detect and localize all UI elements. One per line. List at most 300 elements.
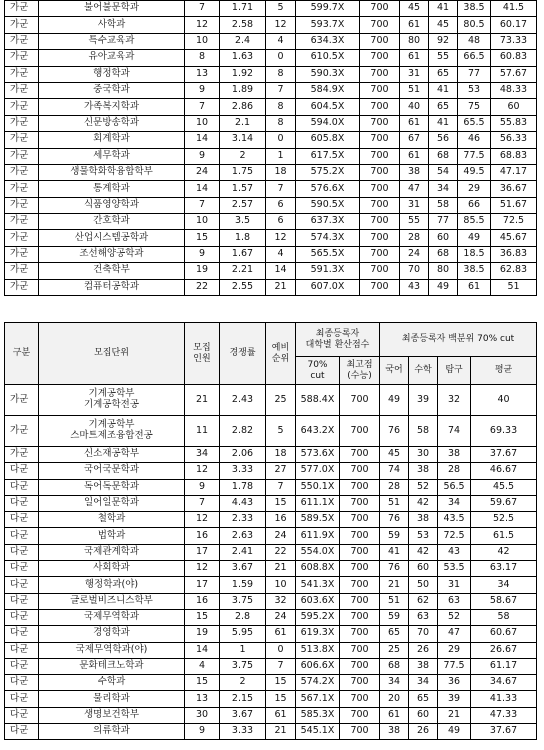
cell-competition: 3.33 [220, 463, 266, 479]
cell-competition: 2.8 [220, 609, 266, 625]
cell-max: 700 [360, 230, 400, 246]
cell-korean: 61 [400, 17, 429, 33]
cell-quota: 13 [185, 691, 220, 707]
cell-competition: 2.4 [220, 33, 266, 49]
cell-score: 575.2X [296, 164, 360, 180]
cell-unit: 컴퓨터공학과 [39, 279, 185, 295]
cell-max: 700 [340, 658, 380, 674]
cell-inquiry: 43 [438, 544, 471, 560]
table-row [5, 675, 537, 691]
cell-quota: 21 [185, 385, 220, 416]
cell-reserve: 32 [266, 593, 296, 609]
cell-competition: 2.82 [220, 416, 266, 447]
header-korean: 국어 [380, 357, 409, 385]
cell-inquiry: 72.5 [438, 528, 471, 544]
cell-competition: 2.57 [220, 197, 266, 213]
cell-math: 63 [409, 609, 438, 625]
cell-unit: 사회학과 [39, 561, 185, 577]
cell-unit: 세무학과 [39, 148, 185, 164]
cell-korean: 51 [380, 593, 409, 609]
cell-math: 60 [409, 561, 438, 577]
cell-score: 585.3X [296, 707, 340, 723]
cell-max: 700 [340, 707, 380, 723]
cell-math: 60 [429, 230, 458, 246]
cell-korean: 38 [380, 724, 409, 740]
cell-inquiry: 21 [438, 707, 471, 723]
cell-quota: 22 [185, 279, 220, 295]
cell-inquiry: 48 [458, 33, 491, 49]
cell-quota: 10 [185, 214, 220, 230]
table-row [5, 279, 537, 295]
cell-quota: 12 [185, 561, 220, 577]
cell-reserve: 0 [266, 50, 296, 66]
cell-quota: 15 [185, 609, 220, 625]
cell-score: 567.1X [296, 691, 340, 707]
cell-average: 45.67 [491, 230, 537, 246]
cell-competition: 3.33 [220, 724, 266, 740]
cell-max: 700 [360, 197, 400, 213]
cell-korean: 61 [400, 115, 429, 131]
table-row [5, 230, 537, 246]
cell-korean: 76 [380, 512, 409, 528]
table-row [5, 642, 537, 658]
cell-unit: 국제무역학과(야) [39, 642, 185, 658]
cell-group: 다군 [5, 479, 39, 495]
cell-group: 다군 [5, 528, 39, 544]
cell-korean: 61 [400, 148, 429, 164]
cell-korean: 31 [400, 66, 429, 82]
cell-group: 가군 [5, 181, 39, 197]
cell-group: 가군 [5, 279, 39, 295]
cell-competition: 2.06 [220, 447, 266, 463]
cell-quota: 7 [185, 495, 220, 511]
cell-unit: 신문방송학과 [39, 115, 185, 131]
admission-results-table-top [4, 0, 537, 296]
cell-korean: 47 [400, 181, 429, 197]
cell-quota: 34 [185, 447, 220, 463]
cell-inquiry: 63 [438, 593, 471, 609]
cell-inquiry: 47 [438, 626, 471, 642]
cell-group: 다군 [5, 626, 39, 642]
cell-inquiry: 61 [458, 279, 491, 295]
cell-reserve: 15 [266, 675, 296, 691]
cell-quota: 24 [185, 164, 220, 180]
cell-unit: 신소재공학부 [39, 447, 185, 463]
cell-group: 다군 [5, 658, 39, 674]
table-row [5, 528, 537, 544]
cell-unit: 중국학과 [39, 82, 185, 98]
cell-competition: 1.59 [220, 577, 266, 593]
cell-competition: 2.55 [220, 279, 266, 295]
cell-max: 700 [340, 691, 380, 707]
cell-average: 34 [471, 577, 537, 593]
cell-quota: 14 [185, 181, 220, 197]
cell-max: 700 [360, 33, 400, 49]
cell-inquiry: 75 [458, 99, 491, 115]
cell-average: 62.83 [491, 263, 537, 279]
header-min-score: 최고점 (수능) [340, 357, 380, 385]
cell-math: 80 [429, 263, 458, 279]
cell-quota: 14 [185, 132, 220, 148]
cell-unit: 식품영양학과 [39, 197, 185, 213]
cell-korean: 51 [380, 495, 409, 511]
cell-unit: 생명보건학부 [39, 707, 185, 723]
cell-competition: 1.63 [220, 50, 266, 66]
cell-competition: 3.75 [220, 658, 266, 674]
cell-competition: 1.71 [220, 1, 266, 17]
cell-korean: 40 [400, 99, 429, 115]
cell-quota: 10 [185, 33, 220, 49]
table-row [5, 593, 537, 609]
cell-quota: 17 [185, 577, 220, 593]
cell-score: 610.5X [296, 50, 360, 66]
cell-average: 68.83 [491, 148, 537, 164]
cell-group: 가군 [5, 246, 39, 262]
cell-average: 46.67 [471, 463, 537, 479]
cell-reserve: 7 [266, 181, 296, 197]
cell-score: 574.2X [296, 675, 340, 691]
cell-math: 70 [409, 626, 438, 642]
cell-competition: 1.57 [220, 181, 266, 197]
cell-unit: 불어불문학과 [39, 1, 185, 17]
cell-group: 가군 [5, 1, 39, 17]
cell-math: 65 [429, 66, 458, 82]
cell-reserve: 15 [266, 691, 296, 707]
cell-math: 58 [409, 416, 438, 447]
cell-max: 700 [360, 164, 400, 180]
cell-max: 700 [360, 66, 400, 82]
cell-reserve: 7 [266, 479, 296, 495]
cell-competition: 2.58 [220, 17, 266, 33]
cell-reserve: 5 [266, 1, 296, 17]
cell-inquiry: 77.5 [458, 148, 491, 164]
cell-competition: 2.63 [220, 528, 266, 544]
cell-average: 59.67 [471, 495, 537, 511]
cell-competition: 3.75 [220, 593, 266, 609]
cell-unit: 특수교육과 [39, 33, 185, 49]
cell-group: 다군 [5, 642, 39, 658]
cell-inquiry: 29 [438, 642, 471, 658]
cell-inquiry: 31 [438, 577, 471, 593]
cell-score: 607.0X [296, 279, 360, 295]
cell-quota: 4 [185, 658, 220, 674]
cell-average: 72.5 [491, 214, 537, 230]
cell-competition: 5.95 [220, 626, 266, 642]
cell-inquiry: 18.5 [458, 246, 491, 262]
cell-reserve: 0 [266, 132, 296, 148]
cell-unit: 일어일문학과 [39, 495, 185, 511]
cell-average: 60.83 [491, 50, 537, 66]
cell-inquiry: 77 [458, 66, 491, 82]
cell-competition: 4.43 [220, 495, 266, 511]
table-row [5, 246, 537, 262]
cell-math: 65 [429, 99, 458, 115]
cell-max: 700 [360, 263, 400, 279]
cell-average: 42 [471, 544, 537, 560]
cell-max: 700 [340, 609, 380, 625]
header-group: 구분 [5, 323, 39, 385]
cell-math: 38 [409, 463, 438, 479]
header-quota: 모집 인원 [185, 323, 220, 385]
cell-average: 52.5 [471, 512, 537, 528]
cell-group: 다군 [5, 495, 39, 511]
cell-group: 가군 [5, 99, 39, 115]
cell-inquiry: 80.5 [458, 17, 491, 33]
cell-unit: 문화테크노학과 [39, 658, 185, 674]
cell-math: 39 [409, 385, 438, 416]
cell-score: 574.3X [296, 230, 360, 246]
table-row [5, 416, 537, 447]
table-row [5, 1, 537, 17]
cell-max: 700 [340, 512, 380, 528]
cell-score: 554.0X [296, 544, 340, 560]
cell-reserve: 6 [266, 214, 296, 230]
cell-reserve: 16 [266, 512, 296, 528]
cell-unit: 기계공학부 스마트제조융합전공 [39, 416, 185, 447]
table-row [5, 82, 537, 98]
cell-reserve: 8 [266, 66, 296, 82]
cell-score: 611.9X [296, 528, 340, 544]
cell-inquiry: 43.5 [438, 512, 471, 528]
cell-group: 다군 [5, 544, 39, 560]
cell-average: 63.17 [471, 561, 537, 577]
cell-average: 41.33 [471, 691, 537, 707]
cell-group: 다군 [5, 577, 39, 593]
cell-quota: 14 [185, 642, 220, 658]
cell-korean: 45 [400, 1, 429, 17]
cell-quota: 12 [185, 463, 220, 479]
header-percentile-group: 최종등록자 백분위 70% cut [380, 323, 537, 357]
cell-score: 603.6X [296, 593, 340, 609]
cell-reserve: 14 [266, 263, 296, 279]
cell-max: 700 [340, 416, 380, 447]
cell-score: 588.4X [296, 385, 340, 416]
cell-max: 700 [360, 115, 400, 131]
cell-group: 가군 [5, 115, 39, 131]
cell-group: 가군 [5, 132, 39, 148]
cell-math: 41 [429, 115, 458, 131]
cell-quota: 8 [185, 50, 220, 66]
cell-unit: 물리학과 [39, 691, 185, 707]
cell-score: 605.8X [296, 132, 360, 148]
cell-inquiry: 29 [458, 181, 491, 197]
cell-competition: 1.67 [220, 246, 266, 262]
cell-inquiry: 28 [438, 463, 471, 479]
cell-reserve: 8 [266, 115, 296, 131]
cell-group: 가군 [5, 33, 39, 49]
cell-score: 637.3X [296, 214, 360, 230]
cell-quota: 7 [185, 197, 220, 213]
table-row [5, 658, 537, 674]
table-row [5, 66, 537, 82]
cell-group: 가군 [5, 230, 39, 246]
cell-competition: 2 [220, 148, 266, 164]
cell-score: 606.6X [296, 658, 340, 674]
cell-reserve: 12 [266, 17, 296, 33]
header-math: 수학 [409, 357, 438, 385]
cell-max: 700 [360, 246, 400, 262]
cell-max: 700 [340, 495, 380, 511]
cell-score: 634.3X [296, 33, 360, 49]
cell-korean: 74 [380, 463, 409, 479]
cell-score: 576.6X [296, 181, 360, 197]
cell-unit: 가족복지학과 [39, 99, 185, 115]
cell-reserve: 8 [266, 99, 296, 115]
cell-unit: 건축학부 [39, 263, 185, 279]
table-row [5, 99, 537, 115]
table-row [5, 609, 537, 625]
cell-korean: 31 [400, 197, 429, 213]
cell-inquiry: 34 [438, 495, 471, 511]
cell-inquiry: 85.5 [458, 214, 491, 230]
cell-average: 51.67 [491, 197, 537, 213]
cell-average: 47.33 [471, 707, 537, 723]
cell-math: 26 [409, 642, 438, 658]
cell-reserve: 4 [266, 33, 296, 49]
cell-inquiry: 49 [458, 230, 491, 246]
cell-average: 48.33 [491, 82, 537, 98]
cell-korean: 59 [380, 609, 409, 625]
cell-math: 38 [409, 512, 438, 528]
cell-math: 54 [429, 164, 458, 180]
cell-score: 550.1X [296, 479, 340, 495]
table-row [5, 214, 537, 230]
cell-quota: 12 [185, 17, 220, 33]
cell-reserve: 21 [266, 279, 296, 295]
cell-group: 다군 [5, 675, 39, 691]
cell-math: 52 [409, 479, 438, 495]
cell-quota: 17 [185, 544, 220, 560]
cell-korean: 49 [380, 385, 409, 416]
cell-quota: 12 [185, 512, 220, 528]
cell-korean: 28 [380, 479, 409, 495]
cell-reserve: 12 [266, 230, 296, 246]
cell-korean: 38 [400, 164, 429, 180]
cell-max: 700 [340, 593, 380, 609]
cell-unit: 행정학과 [39, 66, 185, 82]
cell-competition: 2.1 [220, 115, 266, 131]
cell-group: 가군 [5, 416, 39, 447]
cell-korean: 25 [380, 642, 409, 658]
cell-competition: 2.86 [220, 99, 266, 115]
cell-average: 56.33 [491, 132, 537, 148]
cell-quota: 10 [185, 115, 220, 131]
cell-math: 34 [429, 181, 458, 197]
cell-average: 58 [471, 609, 537, 625]
cell-math: 56 [429, 132, 458, 148]
cell-score: 595.2X [296, 609, 340, 625]
cell-math: 50 [409, 577, 438, 593]
cell-math: 77 [429, 214, 458, 230]
cell-quota: 16 [185, 593, 220, 609]
cell-quota: 7 [185, 1, 220, 17]
cell-reserve: 18 [266, 447, 296, 463]
cell-math: 60 [409, 707, 438, 723]
cell-math: 38 [409, 658, 438, 674]
cell-competition: 1.78 [220, 479, 266, 495]
cell-competition: 3.67 [220, 561, 266, 577]
cell-korean: 24 [400, 246, 429, 262]
cell-unit: 의류학과 [39, 724, 185, 740]
cell-math: 92 [429, 33, 458, 49]
cell-group: 다군 [5, 512, 39, 528]
cell-average: 69.33 [471, 416, 537, 447]
table-row [5, 164, 537, 180]
cell-unit: 국제무역학과 [39, 609, 185, 625]
cell-average: 36.67 [491, 181, 537, 197]
cell-quota: 9 [185, 82, 220, 98]
cell-max: 700 [340, 561, 380, 577]
cell-average: 60.67 [471, 626, 537, 642]
header-final-score-group: 최종등록자 대학별 환산점수 [296, 323, 380, 357]
cell-inquiry: 49 [438, 724, 471, 740]
cell-reserve: 21 [266, 724, 296, 740]
cell-max: 700 [360, 214, 400, 230]
cell-score: 545.1X [296, 724, 340, 740]
cell-unit: 글로벌비즈니스학부 [39, 593, 185, 609]
cell-average: 37.67 [471, 447, 537, 463]
cell-math: 65 [409, 691, 438, 707]
header-reserve: 예비 순위 [266, 323, 296, 385]
cell-unit: 경영학과 [39, 626, 185, 642]
cell-average: 37.67 [471, 724, 537, 740]
cell-quota: 9 [185, 724, 220, 740]
cell-reserve: 24 [266, 528, 296, 544]
cell-max: 700 [360, 1, 400, 17]
cell-quota: 7 [185, 99, 220, 115]
table-row [5, 197, 537, 213]
table-row [5, 544, 537, 560]
cell-max: 700 [340, 528, 380, 544]
cell-reserve: 61 [266, 707, 296, 723]
cell-competition: 1.89 [220, 82, 266, 98]
cell-competition: 1.92 [220, 66, 266, 82]
cell-math: 62 [409, 593, 438, 609]
cell-score: 591.3X [296, 263, 360, 279]
cell-reserve: 61 [266, 626, 296, 642]
cell-korean: 20 [380, 691, 409, 707]
table-row [5, 385, 537, 416]
cell-quota: 19 [185, 263, 220, 279]
cell-average: 34.67 [471, 675, 537, 691]
cell-quota: 9 [185, 479, 220, 495]
cell-korean: 65 [380, 626, 409, 642]
cell-average: 41.5 [491, 1, 537, 17]
cell-competition: 2.43 [220, 385, 266, 416]
cell-max: 700 [340, 385, 380, 416]
cell-max: 700 [340, 463, 380, 479]
cell-score: 643.2X [296, 416, 340, 447]
cell-quota: 15 [185, 230, 220, 246]
table-row [5, 263, 537, 279]
cell-max: 700 [340, 447, 380, 463]
cell-quota: 16 [185, 528, 220, 544]
cell-score: 590.5X [296, 197, 360, 213]
table-row [5, 148, 537, 164]
table-row [5, 50, 537, 66]
cell-max: 700 [340, 577, 380, 593]
cell-korean: 34 [380, 675, 409, 691]
cell-average: 45.5 [471, 479, 537, 495]
cell-score: 577.0X [296, 463, 340, 479]
table-row [5, 33, 537, 49]
header-average: 평균 [471, 357, 537, 385]
cell-korean: 70 [400, 263, 429, 279]
cell-average: 40 [471, 385, 537, 416]
cell-inquiry: 66.5 [458, 50, 491, 66]
table-row [5, 626, 537, 642]
cell-average: 73.33 [491, 33, 537, 49]
